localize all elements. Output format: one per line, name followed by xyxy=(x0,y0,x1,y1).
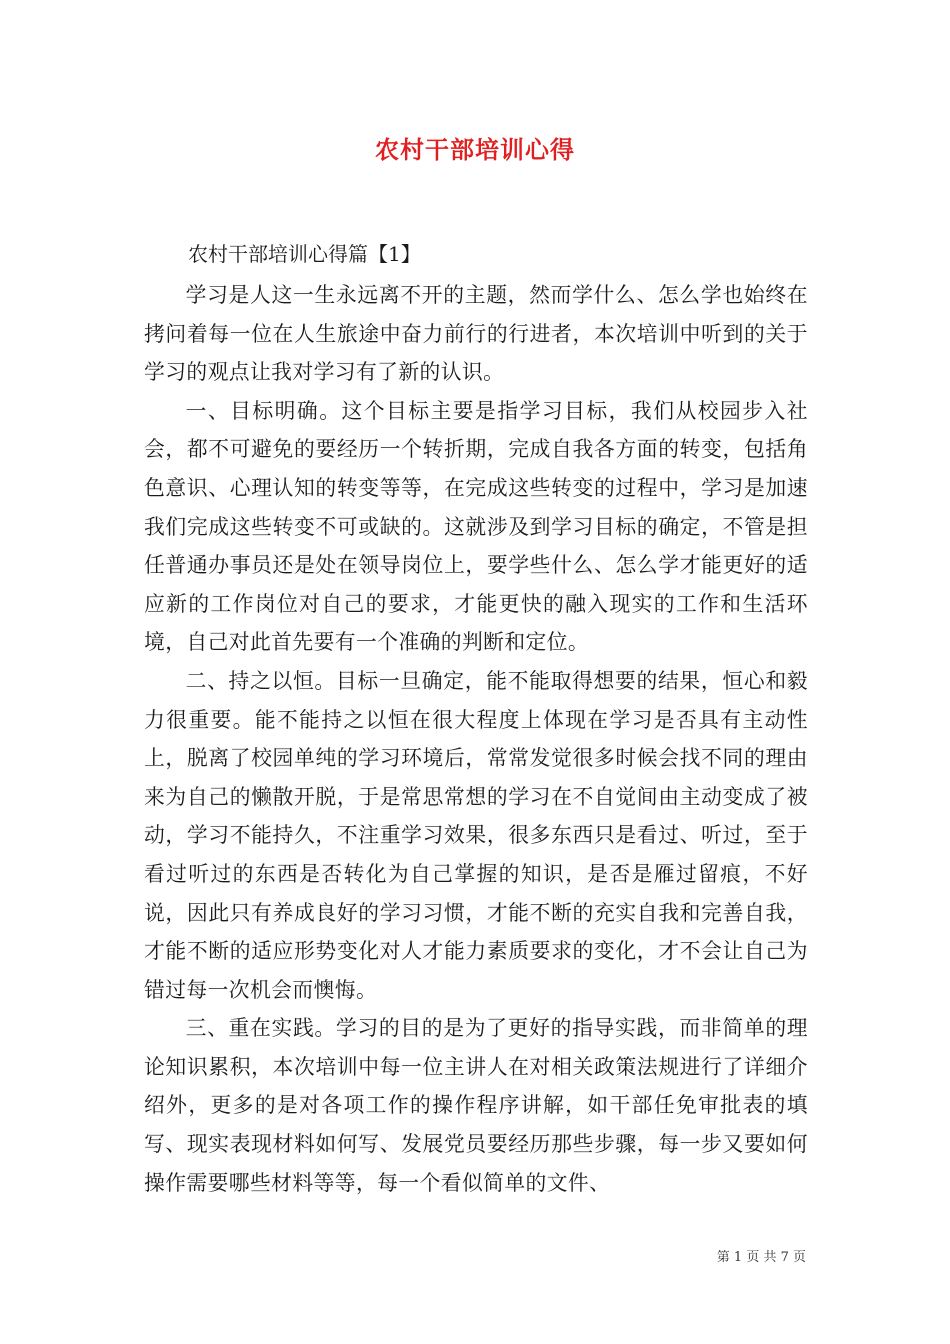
paragraph-intro: 学习是人这一生永远离不开的主题，然而学什么、怎么学也始终在拷问着每一位在人生旅途中奋力前行的行进者，本次培训中听到的关于学习的观点让我对学习有了新的认识。 xyxy=(144,283,808,385)
section-subtitle: 农村干部培训心得篇【1】 xyxy=(188,242,421,266)
document-body xyxy=(144,232,808,1202)
paragraph-goal: 一、目标明确。这个目标主要是指学习目标，我们从校园步入社会，都不可避免的要经历一个转折期，完成自我各方面的转变，包括角色意识、心理认知的转变等等，在完成这些转变的过程中，学习是加速我们完成这些转变不可或缺的。这就涉及到学习目标的确定，不管是担任普通办事员还是处在领导岗位上，要学些什么、怎么学才能更好的适应新的工作岗位对自己的要求，才能更快的融入现实的工作和生活环境，自己对此首先要有一个准确的判断和定位。 xyxy=(144,398,808,655)
paragraph-persistence: 二、持之以恒。目标一旦确定，能不能取得想要的结果，恒心和毅力很重要。能不能持之以恒在很大程度上体现在学习是否具有主动性上，脱离了校园单纯的学习环境后，常常发觉很多时候会找不同的理由来为自己的懒散开脱，于是常思常想的学习在不自觉间由主动变成了被动，学习不能持久，不注重学习效果，很多东西只是看过、听过，至于看过听过的东西是否转化为自己掌握的知识，是否是雁过留痕，不好说，因此只有养成良好的学习习惯，才能不断的充实自我和完善自我，才能不断的适应形势变化对人才能力素质要求的变化，才不会让自己为错过每一次机会而懊悔。 xyxy=(144,668,808,1002)
paragraph-practice: 三、重在实践。学习的目的是为了更好的指导实践，而非简单的理论知识累积，本次培训中每一位主讲人在对相关政策法规进行了详细介绍外，更多的是对各项工作的操作程序讲解，如干部任免审批表的填写、现实表现材料如何写、发展党员要经历那些步骤，每一步又要如何操作需要哪些材料等等，每一个看似简单的文件、 xyxy=(144,1016,808,1195)
document-title: 农村干部培训心得 xyxy=(375,135,575,164)
page-number: 第 1 页 共 7 页 xyxy=(716,1250,806,1265)
